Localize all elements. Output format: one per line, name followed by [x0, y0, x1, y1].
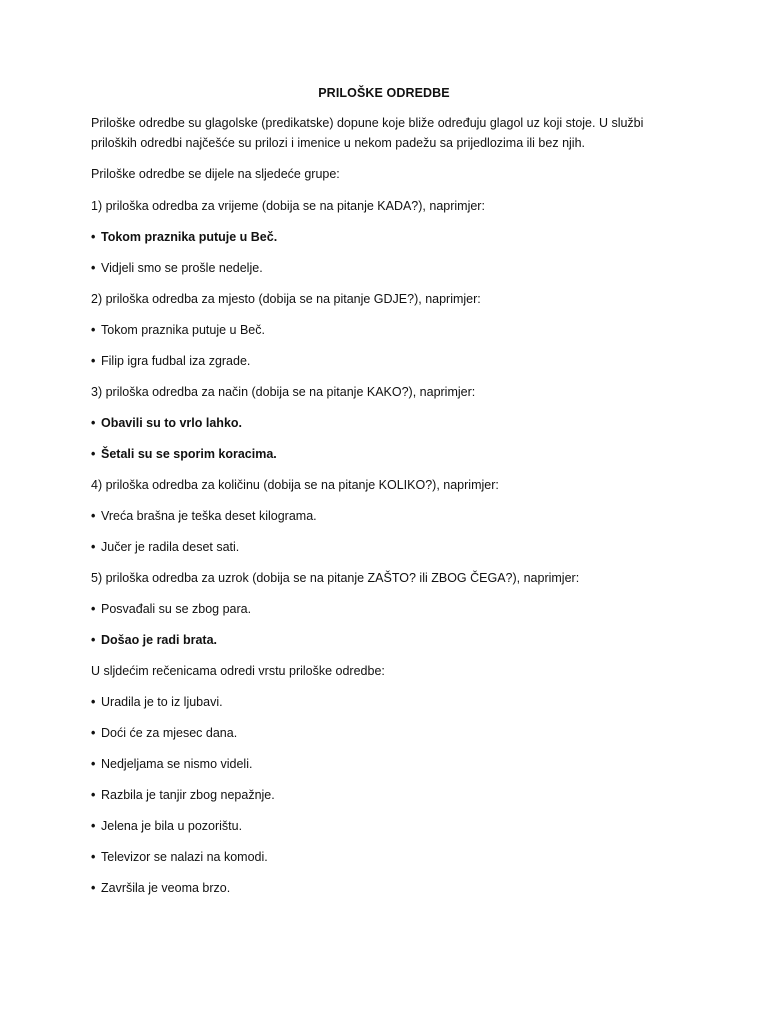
group-5-heading: 5) priloška odredba za uzrok (dobija se na pitanje ZAŠTO? ili ZBOG ČEGA?), naprimjer: [91, 571, 580, 585]
group-2-heading: 2) priloška odredba za mjesto (dobija se na pitanje GDJE?), naprimjer: [91, 292, 481, 306]
group-2-example-2: • Filip igra fudbal iza zgrade. [91, 354, 250, 368]
group-2-example-1: • Tokom praznika putuje u Beč. [91, 323, 265, 337]
group-3-heading: 3) priloška odredba za način (dobija se na pitanje KAKO?), naprimjer: [91, 385, 476, 399]
exercise-sentence-1: • Uradila je to iz ljubavi. [91, 695, 223, 709]
group-4-example-2: • Jučer je radila deset sati. [91, 540, 239, 554]
group-1-heading: 1) priloška odredba za vrijeme (dobija se na pitanje KADA?), naprimjer: [91, 199, 485, 213]
group-4-example-1: • Vreća brašna je teška deset kilograma. [91, 509, 317, 523]
exercise-sentence-7: • Završila je veoma brzo. [91, 881, 230, 895]
group-4-heading: 4) priloška odredba za količinu (dobija se na pitanje KOLIKO?), naprimjer: [91, 478, 499, 492]
group-5-example-2: • Došao je radi brata. [91, 633, 217, 647]
exercise-sentence-2: • Doći će za mjesec dana. [91, 726, 237, 740]
group-3-example-2: • Šetali su se sporim koracima. [91, 447, 277, 461]
exercise-sentence-5: • Jelena je bila u pozorištu. [91, 819, 242, 833]
groups-intro: Priloške odredbe se dijele na sljedeće grupe: [91, 167, 340, 181]
exercise-sentence-6: • Televizor se nalazi na komodi. [91, 850, 268, 864]
exercise-sentence-4: • Razbila je tanjir zbog nepažnje. [91, 788, 275, 802]
group-1-example-1: • Tokom praznika putuje u Beč. [91, 230, 277, 244]
group-3-example-1: • Obavili su to vrlo lahko. [91, 416, 242, 430]
group-1-example-2: • Vidjeli smo se prošle nedelje. [91, 261, 263, 275]
exercise-intro: U sljdećim rečenicama odredi vrstu priloške odredbe: [91, 664, 385, 678]
intro-paragraph-line-2: priloških odredbi najčešće su prilozi i imenice u nekom padežu sa prijedlozima ili bez njih. [91, 136, 585, 150]
group-5-example-1: • Posvađali su se zbog para. [91, 602, 251, 616]
exercise-sentence-3: • Nedjeljama se nismo videli. [91, 757, 252, 771]
intro-paragraph-line-1: Priloške odredbe su glagolske (predikatske) dopune koje bliže određuju glagol uz koji stoje. U službi [91, 116, 644, 130]
document-title: PRILOŠKE ODREDBE [318, 86, 450, 100]
